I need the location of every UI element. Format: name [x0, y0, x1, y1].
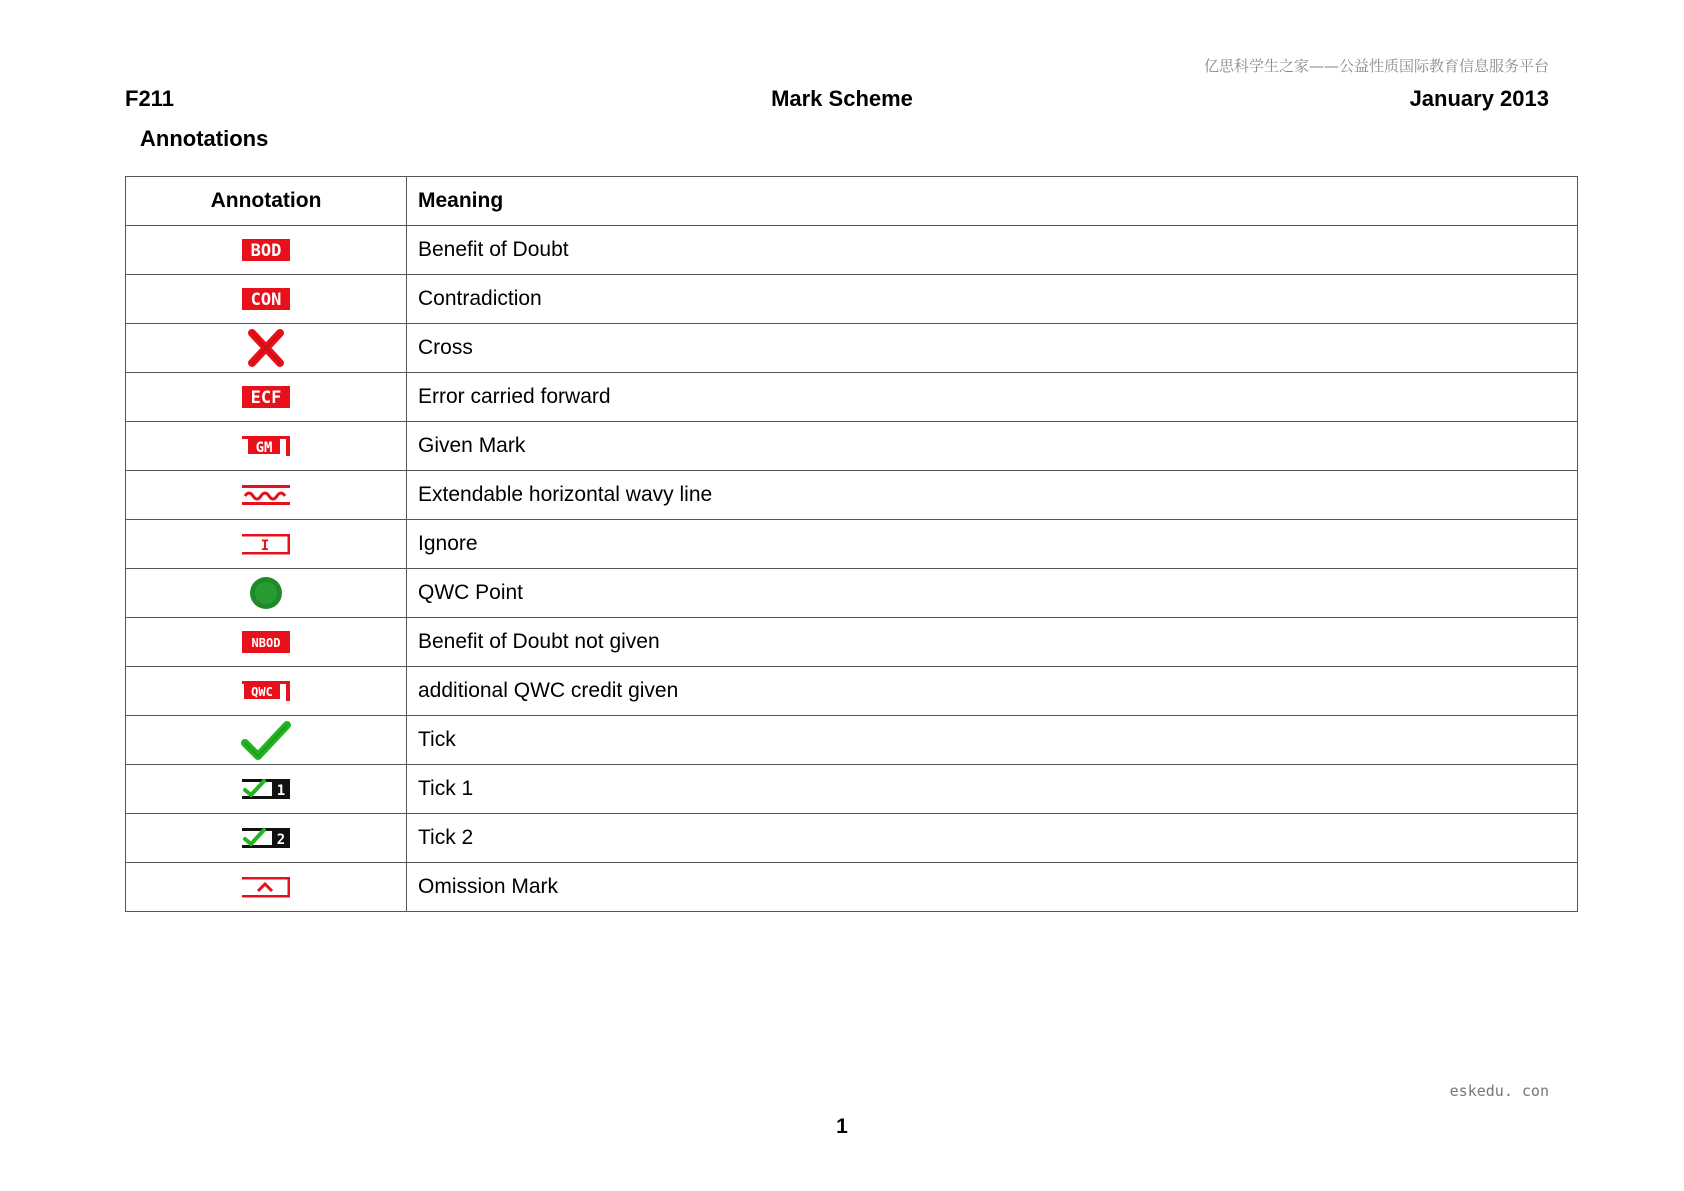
table-row	[126, 422, 1578, 471]
meaning-cell: Ignore	[407, 520, 1578, 569]
document-title: Mark Scheme	[771, 86, 913, 111]
meaning-cell: Cross	[407, 324, 1578, 373]
con-icon	[242, 287, 290, 311]
tick-2-icon	[242, 826, 290, 850]
paper-code: F211	[125, 86, 174, 111]
ignore-icon	[242, 532, 290, 556]
qwc-credit-icon	[242, 679, 290, 703]
annotations-table	[125, 176, 1578, 912]
gm-icon-label: GM	[255, 440, 273, 457]
meaning-cell: Extendable horizontal wavy line	[407, 471, 1578, 520]
table-header-row	[126, 177, 1578, 226]
meaning-cell: Benefit of Doubt not given	[407, 618, 1578, 667]
meaning-cell: Error carried forward	[407, 373, 1578, 422]
table-row	[126, 716, 1578, 765]
page-number: 1	[836, 1115, 848, 1138]
nbod-icon-label: NBOD	[251, 636, 281, 651]
table-row	[126, 667, 1578, 716]
tick-2-icon-label: 2	[276, 832, 286, 849]
meaning-cell: additional QWC credit given	[407, 667, 1578, 716]
given-mark-icon	[242, 434, 290, 458]
meaning-cell: QWC Point	[407, 569, 1578, 618]
tick-1-icon	[242, 777, 290, 801]
omission-mark-icon	[242, 875, 290, 899]
ignore-icon-label: I	[260, 538, 270, 555]
table-row	[126, 569, 1578, 618]
con-icon-label: CON	[250, 290, 282, 311]
table-row	[126, 373, 1578, 422]
watermark-bottom: eskedu. con	[1449, 1082, 1549, 1100]
watermark-top: 亿思科学生之家——公益性质国际教育信息服务平台	[1203, 57, 1549, 75]
meaning-cell: Omission Mark	[407, 863, 1578, 912]
table-row	[126, 618, 1578, 667]
meaning-cell: Benefit of Doubt	[407, 226, 1578, 275]
ecf-icon	[242, 385, 290, 409]
meaning-cell: Tick	[407, 716, 1578, 765]
table-row	[126, 275, 1578, 324]
tick-icon	[241, 719, 291, 761]
qwc-credit-icon-label: QWC	[251, 685, 273, 700]
qwc-point-icon	[246, 573, 286, 613]
meaning-cell: Tick 2	[407, 814, 1578, 863]
table-row	[126, 471, 1578, 520]
table-row	[126, 324, 1578, 373]
wavy-line-icon	[242, 483, 290, 507]
table-row	[126, 863, 1578, 912]
table-row	[126, 226, 1578, 275]
cross-icon	[246, 329, 286, 367]
exam-date: January 2013	[1409, 86, 1549, 111]
header-meaning: Meaning	[407, 177, 1578, 226]
header-annotation: Annotation	[126, 177, 407, 226]
bod-icon	[242, 238, 290, 262]
tick-1-icon-label: 1	[276, 783, 286, 800]
bod-icon-label: BOD	[250, 241, 282, 262]
meaning-cell: Contradiction	[407, 275, 1578, 324]
nbod-icon	[242, 630, 290, 654]
table-row	[126, 765, 1578, 814]
meaning-cell: Given Mark	[407, 422, 1578, 471]
meaning-cell: Tick 1	[407, 765, 1578, 814]
table-row	[126, 520, 1578, 569]
table-row	[126, 814, 1578, 863]
ecf-icon-label: ECF	[250, 388, 282, 409]
section-title: Annotations	[140, 126, 269, 151]
